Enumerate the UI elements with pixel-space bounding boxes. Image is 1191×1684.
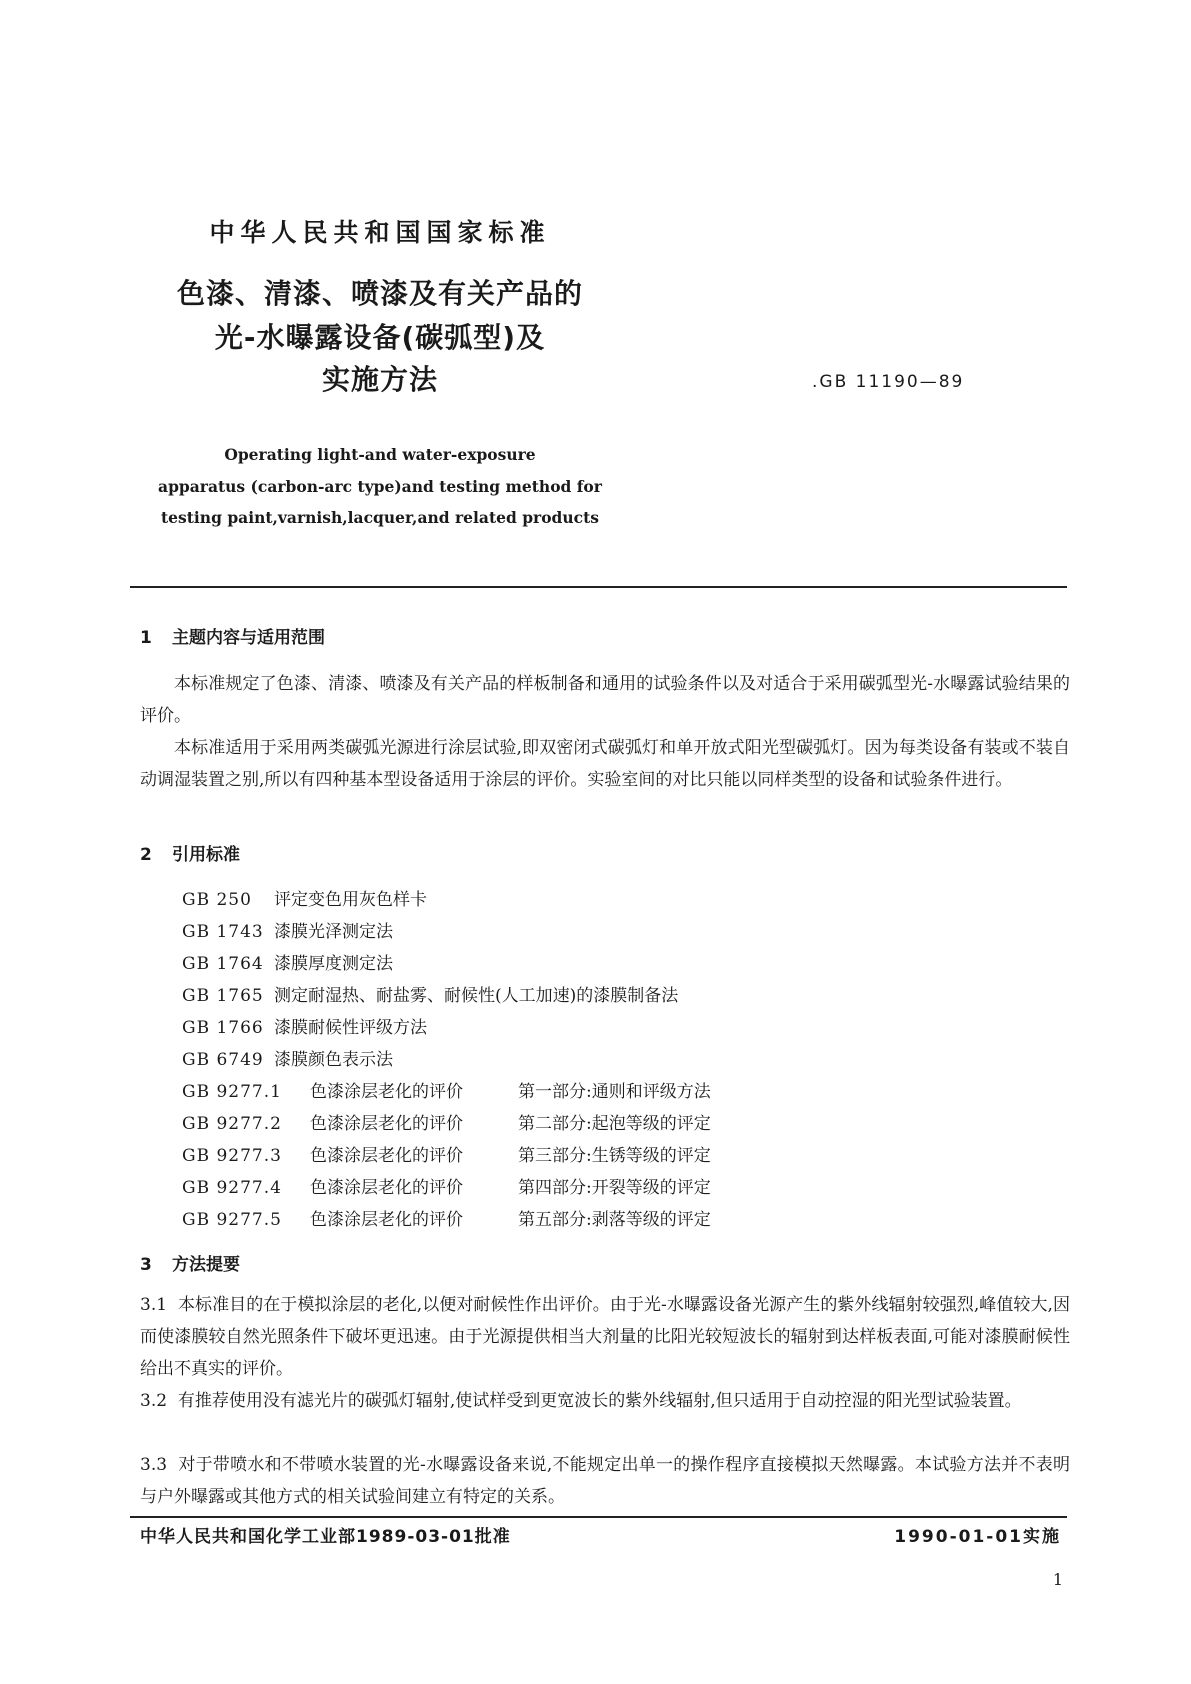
- reference-code: GB 9277.2: [182, 1114, 282, 1134]
- section-1-title: 主题内容与适用范围: [172, 628, 325, 648]
- clause-number: 3.1: [140, 1295, 168, 1315]
- title-line-2: 光-水曝露设备(碳弧型)及: [214, 321, 546, 354]
- reference-part: 第二部分:起泡等级的评定: [518, 1114, 711, 1134]
- reference-name: 漆膜光泽测定法: [274, 922, 393, 942]
- reference-code: GB 1765: [182, 986, 264, 1006]
- title-line-3: 实施方法: [321, 363, 438, 396]
- section-2-number: 2: [140, 845, 152, 865]
- reference-code: GB 1764: [182, 954, 264, 974]
- reference-row: [182, 922, 393, 942]
- reference-name: 漆膜耐候性评级方法: [274, 1018, 427, 1038]
- reference-code: GB 250: [182, 890, 252, 910]
- section-3-number: 3: [140, 1255, 152, 1275]
- clause-3-1: [140, 1289, 1070, 1385]
- english-title-line-2: apparatus (carbon-arc type)and testing method for: [158, 477, 602, 496]
- approval-line: 中华人民共和国化学工业部1989-03-01批准: [140, 1527, 511, 1547]
- standard-number: .GB 11190—89: [812, 372, 965, 392]
- reference-code: GB 6749: [182, 1050, 264, 1070]
- standard-type-heading: 中华人民共和国国家标准: [209, 218, 551, 247]
- reference-part: 第五部分:剥落等级的评定: [518, 1210, 711, 1230]
- reference-row: [182, 890, 427, 910]
- reference-code: GB 9277.3: [182, 1146, 282, 1166]
- reference-name: 测定耐湿热、耐盐雾、耐候性(人工加速)的漆膜制备法: [274, 986, 679, 1006]
- section-1-heading: [140, 623, 325, 648]
- reference-name: 色漆涂层老化的评价: [310, 1146, 463, 1166]
- clause-text: 有推荐使用没有滤光片的碳弧灯辐射,使试样受到更宽波长的紫外线辐射,但只适用于自动控湿的阳光型试验装置。: [177, 1391, 1022, 1411]
- reference-row: [182, 954, 393, 974]
- header-divider: [130, 586, 1067, 588]
- reference-name: 色漆涂层老化的评价: [310, 1082, 463, 1102]
- reference-code: GB 9277.5: [182, 1210, 282, 1230]
- reference-name: 评定变色用灰色样卡: [274, 890, 427, 910]
- title-line-1: 色漆、清漆、喷漆及有关产品的: [176, 277, 583, 310]
- clause-text: 本标准目的在于模拟涂层的老化,以便对耐候性作出评价。由于光-水曝露设备光源产生的紫外线辐射较强烈,峰值较大,因而使漆膜较自然光照条件下破坏更迅速。由于光源提供相当大剂量的比阳光较短波长的辐射到达样板表面,可能对漆膜耐候性给出不真实的评价。: [140, 1295, 1070, 1379]
- section-3-title: 方法提要: [172, 1255, 240, 1275]
- english-title-line-1: Operating light-and water-exposure: [224, 445, 536, 464]
- reference-row: [182, 1178, 711, 1198]
- reference-row: [182, 986, 678, 1006]
- reference-name: 漆膜厚度测定法: [274, 954, 393, 974]
- reference-name: 漆膜颜色表示法: [274, 1050, 393, 1070]
- clause-text: 对于带喷水和不带喷水装置的光-水曝露设备来说,不能规定出单一的操作程序直接模拟天然曝露。本试验方法并不表明与户外曝露或其他方式的相关试验间建立有特定的关系。: [140, 1455, 1070, 1507]
- reference-name: 色漆涂层老化的评价: [310, 1114, 463, 1134]
- clause-number: 3.2: [140, 1391, 168, 1411]
- section-1-paragraph-1: 本标准规定了色漆、清漆、喷漆及有关产品的样板制备和通用的试验条件以及对适合于采用碳弧型光-水曝露试验结果的评价。: [140, 674, 1070, 726]
- reference-name: 色漆涂层老化的评价: [310, 1178, 463, 1198]
- section-1-number: 1: [140, 628, 152, 648]
- section-2-title: 引用标准: [172, 845, 240, 865]
- clause-3-3: [140, 1449, 1070, 1513]
- reference-name: 色漆涂层老化的评价: [310, 1210, 463, 1230]
- reference-row: [182, 1114, 711, 1134]
- reference-code: GB 1766: [182, 1018, 264, 1038]
- clause-number: 3.3: [140, 1455, 168, 1475]
- reference-code: GB 9277.1: [182, 1082, 282, 1102]
- reference-code: GB 1743: [182, 922, 264, 942]
- reference-code: GB 9277.4: [182, 1178, 282, 1198]
- section-2-heading: [140, 840, 240, 865]
- reference-row: [182, 1210, 711, 1230]
- english-title-line-3: testing paint,varnish,lacquer,and related products: [161, 508, 599, 527]
- reference-row: [182, 1050, 393, 1070]
- footer-divider: [130, 1516, 1067, 1518]
- reference-row: [182, 1018, 427, 1038]
- reference-part: 第一部分:通则和评级方法: [518, 1082, 711, 1102]
- section-3-heading: [140, 1250, 240, 1275]
- reference-part: 第四部分:开裂等级的评定: [518, 1178, 711, 1198]
- implementation-date: 1990-01-01实施: [894, 1527, 1061, 1547]
- reference-part: 第三部分:生锈等级的评定: [518, 1146, 711, 1166]
- page-number: 1: [1052, 1570, 1063, 1589]
- reference-row: [182, 1082, 711, 1102]
- reference-row: [182, 1146, 711, 1166]
- clause-3-2: [140, 1385, 1070, 1417]
- section-1-paragraph-2: 本标准适用于采用两类碳弧光源进行涂层试验,即双密闭式碳弧灯和单开放式阳光型碳弧灯。因为每类设备有装或不装自动调湿装置之别,所以有四种基本型设备适用于涂层的评价。实验室间的对比只能以同样类型的设备和试验条件进行。: [140, 738, 1070, 790]
